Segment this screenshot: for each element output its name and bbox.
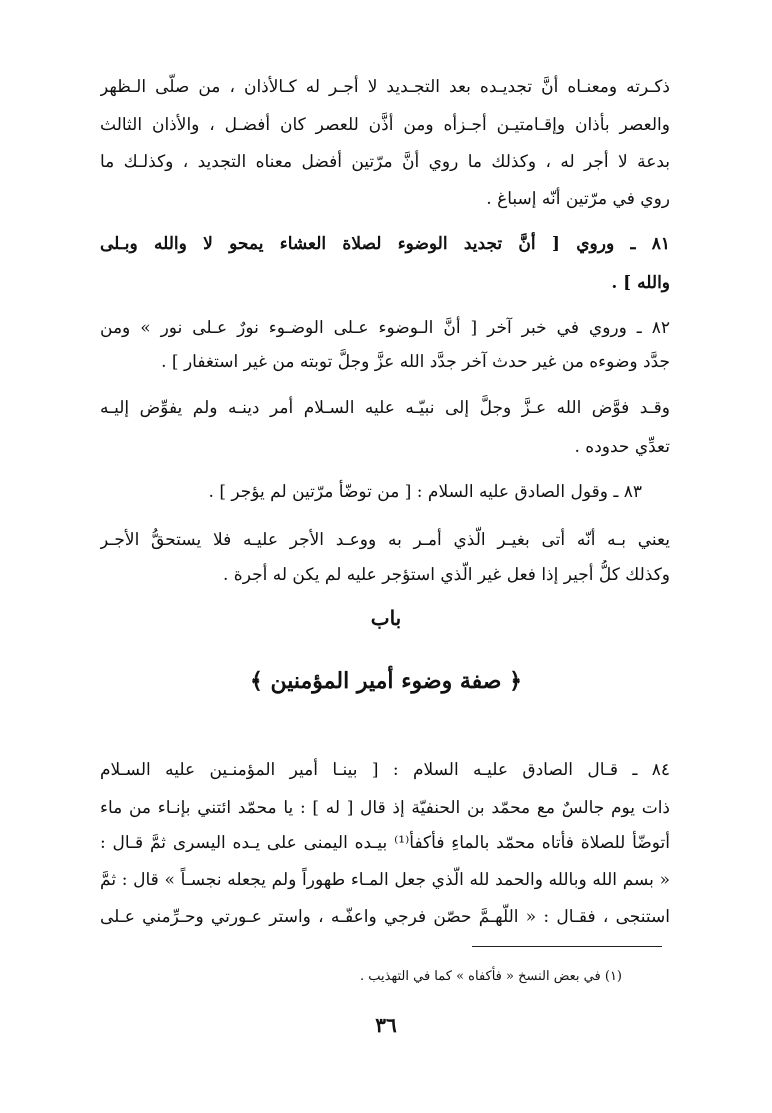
tafwid-line: وقـد فوَّض الله عـزَّ وجلَّ إلى نبيّـه عليه السـلام أمر دينـه ولم يفوِّض إليـه xyxy=(100,398,670,418)
body-line: ذكـرته ومعنـاه أنَّ تجديـده بعد التجـديد لا أجـر له كـالأذان ، من صلّى الـظهر xyxy=(100,77,670,97)
hadith-81-line: ٨١ ـ وروي [ أنَّ تجديد الوضوء لصلاة العشاء يمحو لا والله وبـلى xyxy=(100,234,670,254)
hadith-82-line: جدَّد وضوءه من غير حدث آخر جدَّد الله عزَّ وجلَّ توبته من غير استغفار ] . xyxy=(161,352,670,372)
hadith-83-line: ٨٣ ـ وقول الصادق عليه السلام : [ من توضّأ مرّتين لم يؤجر ] . xyxy=(208,482,642,502)
hadith-84-line: أتوضّأ للصلاة فأتاه محمّد بالماءِ فأكفأ⁽¹⁾ بيـده اليمنى على يـده اليسرى ثمَّ قـال : xyxy=(100,833,670,853)
page-number: ٣٦ xyxy=(375,1013,397,1037)
chapter-title: ﴿ صفة وضوء أمير المؤمنين ﴾ xyxy=(249,668,523,694)
commentary-83-line: وكذلك كلُّ أجير إذا فعل غير الّذي استؤجر عليه لم يكن له أجرة . xyxy=(223,565,670,585)
hadith-84-line: « بسم الله وبالله والحمد لله الّذي جعل المـاء طهوراً ولم يجعله نجسـاً » قال : ثمَّ xyxy=(100,870,670,890)
hadith-84-line: ٨٤ ـ قـال الصادق عليـه السلام : [ بينـا أمير المؤمنـين عليه السـلام xyxy=(100,760,670,780)
body-line: بدعة لا أجر له ، وكذلك ما روي أنَّ مرّتين أفضل معناه التجديد ، وكذلـك ما xyxy=(100,152,670,172)
commentary-83-line: يعني بـه أنّه أتى بغيـر الّذي أمـر به ووعـد الأجر عليـه فلا يستحقُّ الأجـر xyxy=(100,530,670,550)
section-bab: باب xyxy=(370,606,402,630)
tafwid-line: تعدِّي حدوده . xyxy=(574,437,670,457)
footnote-divider xyxy=(472,946,662,947)
footnote: (١) في بعض النسخ « فأكفاه » كما في التهذيب . xyxy=(360,969,622,984)
hadith-84-line: ذات يوم جالسٌ مع محمّد بن الحنفيّة إذ قال [ له ] : يا محمّد ائتني بإنـاء من ماء xyxy=(100,798,670,818)
hadith-82-line: ٨٢ ـ وروي في خبر آخر [ أنَّ الـوضوء عـلى الوضـوء نورٌ عـلى نور » ومن xyxy=(100,318,670,338)
body-line: والعصر بأذان وإقـامتيـن أجـزأه ومن أذَّن للعصر كان أفضـل ، والأذان الثالث xyxy=(100,115,670,135)
body-line: روي في مرّتين أنّه إسباغ . xyxy=(486,189,670,209)
hadith-84-line: استنجى ، فقـال : « اللّهـمَّ حصّن فرجي واعفّـه ، واستر عـورتي وحـرِّمني عـلى xyxy=(100,907,670,927)
hadith-81-line: والله ] . xyxy=(611,273,670,293)
